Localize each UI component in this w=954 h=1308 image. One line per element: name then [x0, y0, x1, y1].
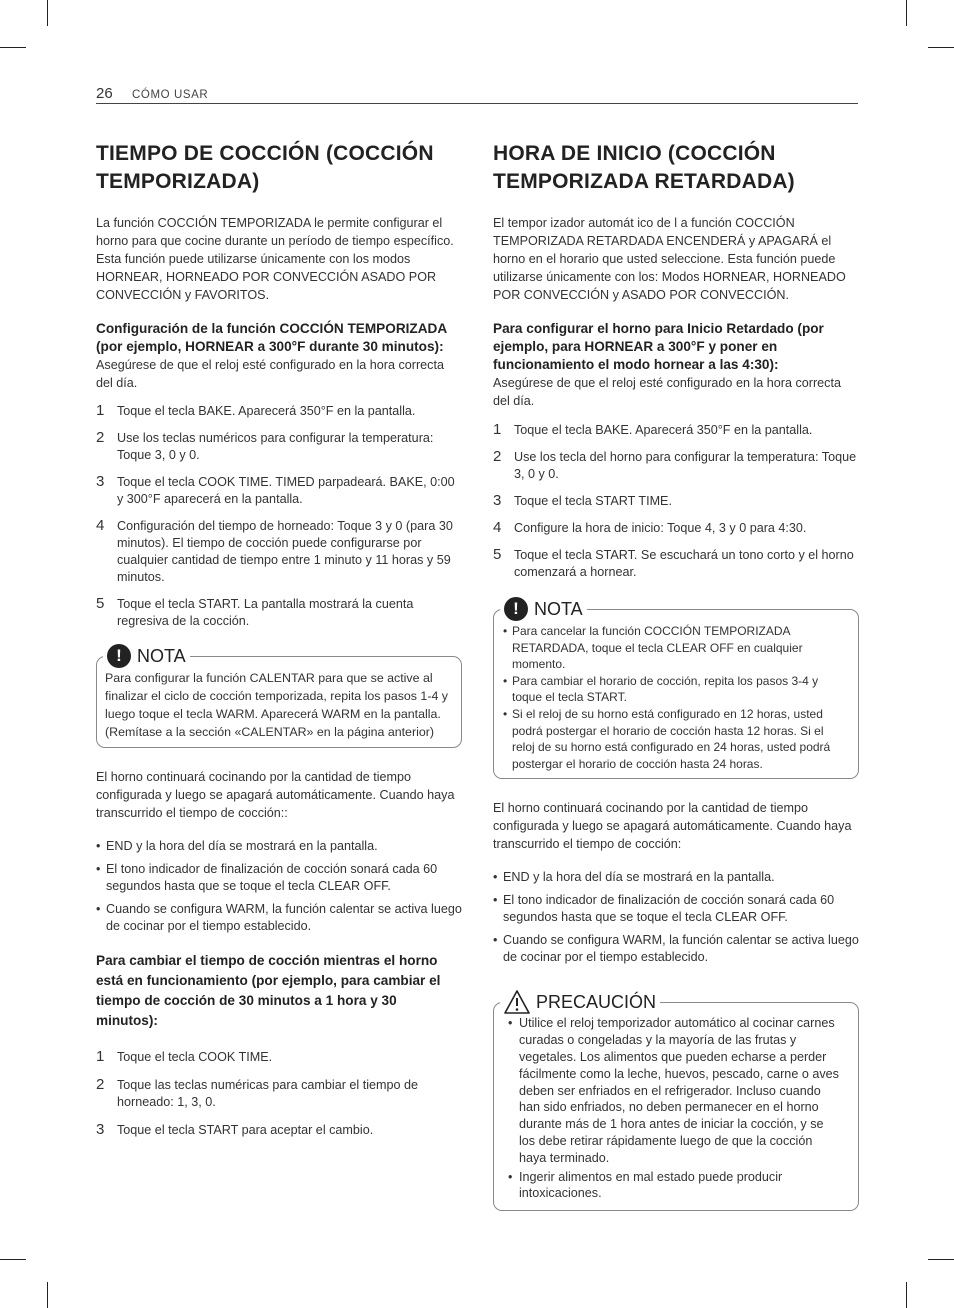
note-text: Para configurar la función CALENTAR para que se active al finalizar el ciclo de cocción temporizada, repita los pasos 1-4 y luego toque el tecla WARM. Aparecerá WARM en la pantalla. (Remítase a la sección «CALENTAR» en la página anterior) [105, 671, 448, 739]
section-title: CÓMO USAR [132, 89, 209, 101]
step-item: 2 Use los tecla del horno para configurar la temperatura: Toque 3, 0 y 0. [493, 448, 857, 481]
note-title: ! NOTA [500, 597, 587, 621]
step-item: 5 Toque el tecla START. Se escuchará un tono corto y el horno comenzará a hornear. [493, 546, 854, 579]
exclamation-icon: ! [107, 644, 131, 668]
crop-mark [0, 1259, 26, 1260]
crop-mark [47, 0, 48, 26]
section-heading: HORA DE INICIO (COCCIÓN TEMPORIZADA RETARDADA) [493, 142, 795, 193]
step-item: 4 Configure la hora de inicio: Toque 4, 3 y 0 para 4:30. [493, 519, 807, 536]
procedure-heading: Para configurar el horno para Inicio Retardado (por ejemplo, para HORNEAR a 300°F y poner en funcionamiento el modo hornear a las 4:30): [493, 321, 824, 372]
caution-title: PRECAUCIÓN [500, 990, 660, 1014]
crop-mark [928, 1259, 954, 1260]
list-item: • Para cambiar el horario de cocción, repita los pasos 3-4 y toque el tecla START. [503, 673, 848, 706]
intro-paragraph: La función COCCIÓN TEMPORIZADA le permite configurar el horno para que cocine durante un período de tiempo específico. Esta función puede utilizarse únicamente con los modos HORNEAR, HORNEADO POR CONVECCIÓN ASADO POR CONVECCIÓN y FAVORITOS. [96, 216, 454, 302]
crop-mark [906, 0, 907, 26]
procedure-note: Asegúrese de que el reloj esté configurado en la hora correcta del día. [493, 376, 841, 408]
list-item: • Utilice el reloj temporizador automático al cocinar carnes curadas o congeladas y la mayoría de las frutas y vegetales. Los alimentos que pueden echarse a perder fácilmente como la leche, huevos, pescado, carne o aves deben ser enfriados en el refrigerador. Incluso cuando han sido enfriados, no deben permanecer en el horno durante más de 1 hora antes de iniciar la cocción, y se los debe retirar rápidamente luego de que la cocción haya terminado. [502, 1015, 842, 1166]
continue-paragraph: El horno continuará cocinando por la cantidad de tiempo configurada y luego se apagará automáticamente. Cuando haya transcurrido el tiempo de cocción: [493, 801, 852, 852]
left-column [96, 140, 462, 1139]
change-steps-list [96, 1049, 462, 1139]
list-item: • END y la hora del día se mostrará en la pantalla. [493, 869, 859, 886]
note-box [493, 598, 859, 779]
step-item: 3 Toque el tecla START para aceptar el cambio. [96, 1121, 374, 1138]
caution-bullets [502, 1015, 842, 1202]
crop-mark [928, 47, 954, 48]
warning-triangle-icon [504, 990, 530, 1014]
steps-list [493, 422, 859, 581]
bullet-list [96, 838, 462, 935]
step-item: 2 Toque las teclas numéricas para cambiar el tiempo de horneado: 1, 3, 0. [96, 1076, 419, 1109]
list-item: • END y la hora del día se mostrará en la pantalla. [96, 838, 462, 855]
step-item: 3 Toque el tecla START TIME. [493, 492, 672, 509]
procedure-note: Asegúrese de que el reloj esté configurado en la hora correcta del día. [96, 358, 444, 390]
bullet-list [493, 869, 859, 966]
step-item: 3 Toque el tecla COOK TIME. TIMED parpadeará. BAKE, 0:00 y 300°F aparecerá en la pantalla. [96, 473, 455, 506]
step-item: 1 Toque el tecla BAKE. Aparecerá 350°F en la pantalla. [96, 402, 416, 419]
step-item: 1 Toque el tecla COOK TIME. [96, 1048, 273, 1065]
intro-paragraph: El tempor izador automát ico de l a función COCCIÓN TEMPORIZADA RETARDADA ENCENDERÁ y APAGARÁ el horno en el horario que usted seleccione. Esta función puede utilizarse únicamente con los: Modos HORNEAR, HORNEADO POR CONVECCIÓN y ASADO POR CONVECCIÓN. [493, 216, 846, 302]
header-rule [96, 103, 858, 104]
page-number: 26 [96, 85, 113, 102]
list-item: • El tono indicador de finalización de cocción sonará cada 60 segundos hasta que se toque el tecla CLEAR OFF. [493, 892, 859, 926]
crop-mark [47, 1282, 48, 1308]
note-title: ! NOTA [103, 644, 190, 668]
continue-paragraph: El horno continuará cocinando por la cantidad de tiempo configurada y luego se apagará automáticamente. Cuando haya transcurrido el tiempo de cocción:: [96, 770, 455, 820]
list-item: • Cuando se configura WARM, la función calentar se activa luego de cocinar por el tiempo establecido. [493, 932, 859, 966]
step-item: 1 Toque el tecla BAKE. Aparecerá 350°F en la pantalla. [493, 421, 813, 438]
list-item: • Cuando se configura WARM, la función calentar se activa luego de cocinar por el tiempo establecido. [96, 901, 462, 935]
change-heading: Para cambiar el tiempo de cocción mientras el horno está en funcionamiento (por ejemplo, para cambiar el tiempo de cocción de 30 minutos a 1 hora y 30 minutos): [96, 953, 441, 1028]
crop-mark [906, 1282, 907, 1308]
right-column [493, 140, 859, 1211]
step-item: 2 Use los teclas numéricos para configurar la temperatura: Toque 3, 0 y 0. [96, 429, 434, 462]
step-item: 5 Toque el tecla START. La pantalla mostrará la cuenta regresiva de la cocción. [96, 595, 414, 628]
exclamation-icon: ! [504, 597, 528, 621]
list-item: • Si el reloj de su horno está configurado en 12 horas, usted podrá postergar el horario de cocción hasta 12 horas. Si el reloj de su horno está configurado en 24 horas, usted podrá postergar el horario de cocción hasta 24 horas. [503, 706, 848, 772]
step-item: 4 Configuración del tiempo de horneado: Toque 3 y 0 (para 30 minutos). El tiempo de cocción puede configurarse por cualquier cantidad de tiempo entre 1 minuto y 11 horas y 59 minutos. [96, 517, 453, 584]
caution-box [493, 991, 859, 1211]
list-item: • Ingerir alimentos en mal estado puede producir intoxicaciones. [502, 1169, 842, 1203]
section-heading: TIEMPO DE COCCIÓN (COCCIÓN TEMPORIZADA) [96, 142, 434, 193]
note-bullets [503, 623, 848, 772]
note-box [96, 645, 462, 748]
crop-mark [0, 47, 26, 48]
procedure-heading: Configuración de la función COCCIÓN TEMPORIZADA (por ejemplo, HORNEAR a 300°F durante 30 minutos): [96, 321, 447, 354]
steps-list [96, 403, 462, 630]
list-item: • El tono indicador de finalización de cocción sonará cada 60 segundos hasta que se toque el tecla CLEAR OFF. [96, 861, 462, 895]
list-item: • Para cancelar la función COCCIÓN TEMPORIZADA RETARDADA, toque el tecla CLEAR OFF en cualquier momento. [503, 623, 848, 673]
